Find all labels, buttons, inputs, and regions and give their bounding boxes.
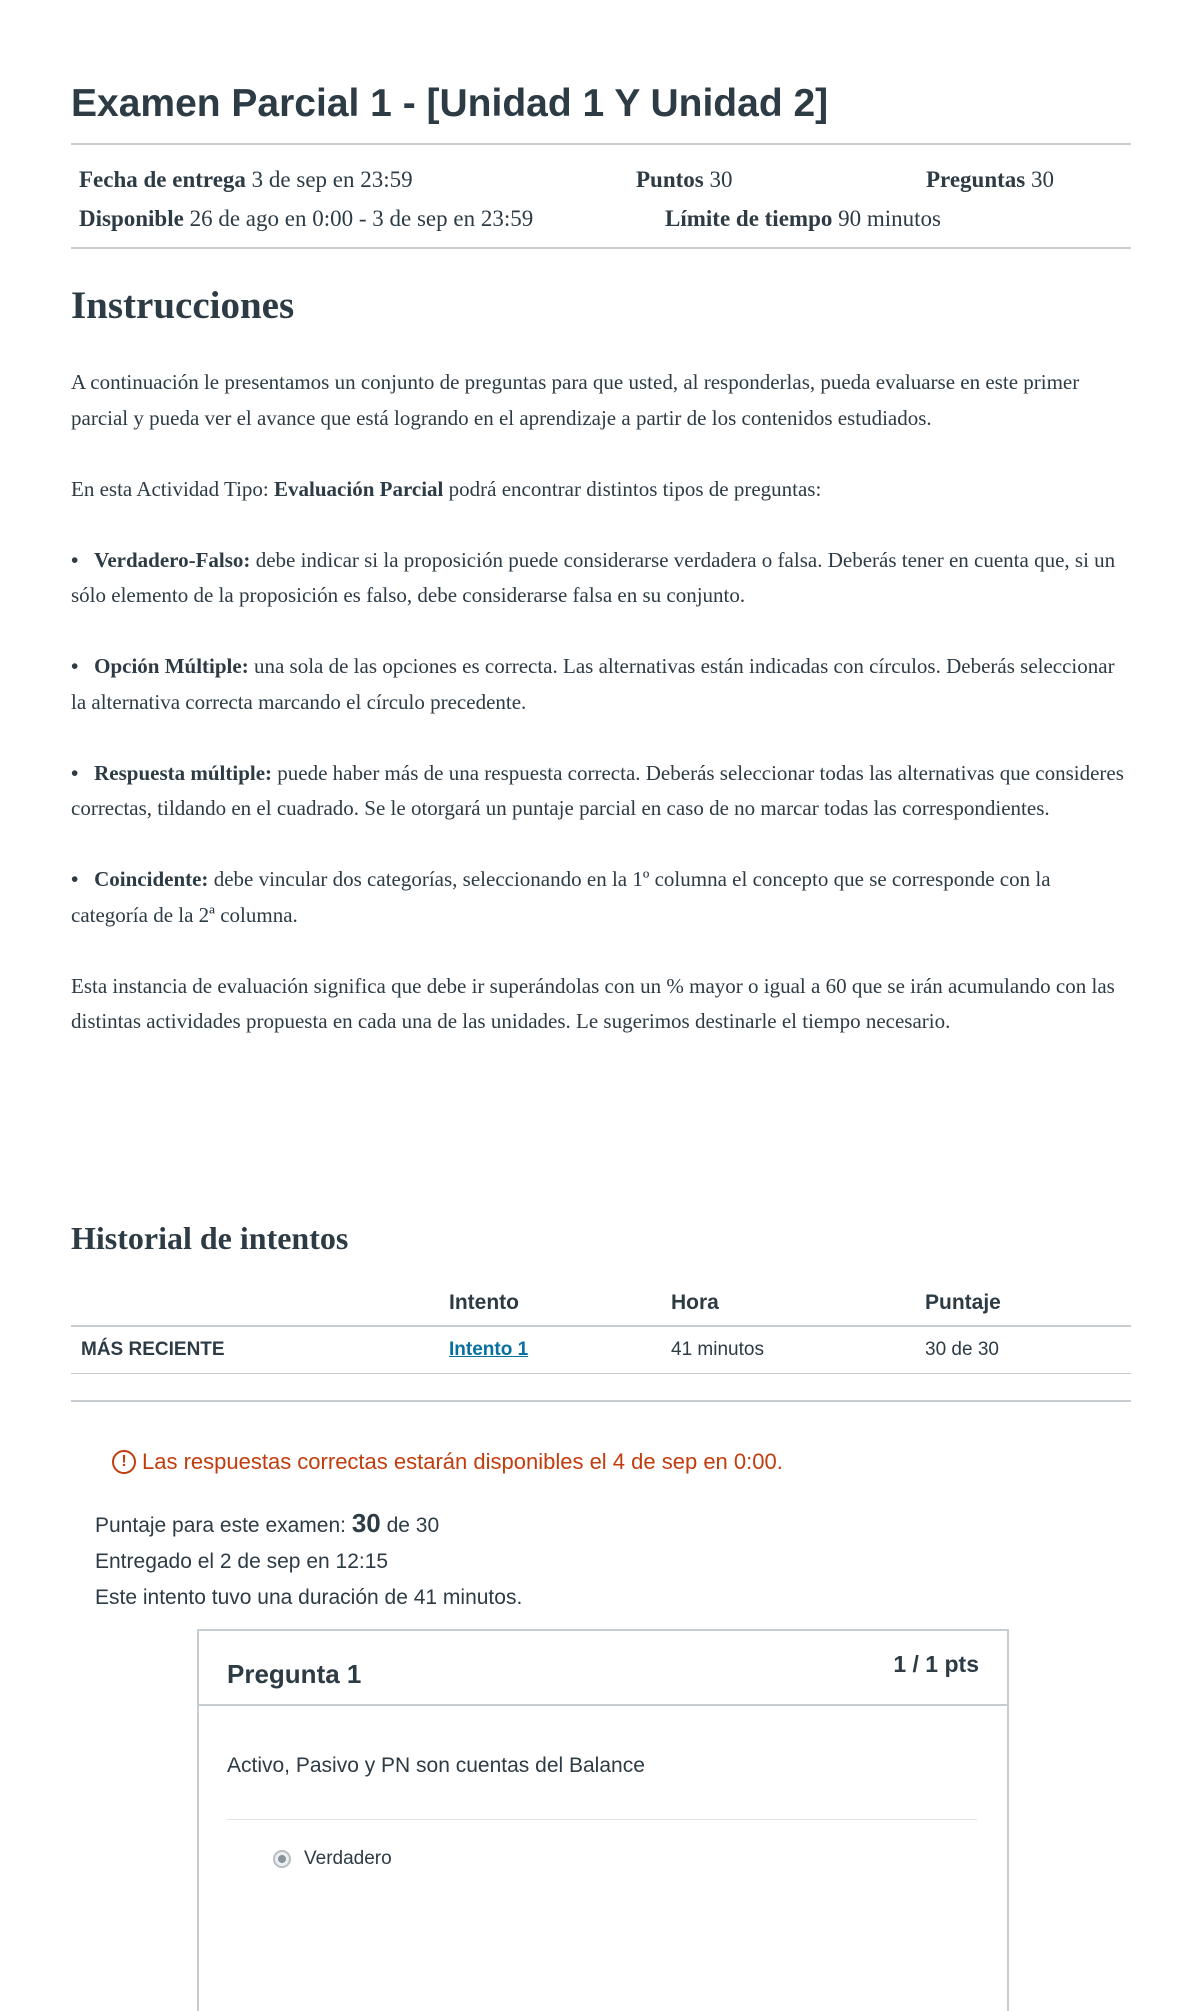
question-title: Pregunta 1 bbox=[227, 1659, 362, 1689]
question-divider bbox=[227, 1819, 977, 1820]
question-text: Activo, Pasivo y PN son cuentas del Balance bbox=[227, 1754, 645, 1777]
submitted-line: Entregado el 2 de sep en 12:15 bbox=[95, 1550, 389, 1573]
quiz-meta bbox=[79, 160, 1131, 238]
most-recent-label: MÁS RECIENTE bbox=[71, 1326, 439, 1374]
instructions-closing: Esta instancia de evaluación significa que debe ir superándolas con un % mayor o igual a 60 que se irán acumulando con las distintas actividades propuesta en cada una de las unidades. Le sugerimos destinarle el tiempo necesario. bbox=[71, 973, 1115, 1033]
bullet-matching: • Coincidente: debe vincular dos categorías, seleccionando en la 1º columna el concepto que se corresponde con la categoría de la 2ª columna. bbox=[71, 867, 1051, 927]
duration-line: Este intento tuvo una duración de 41 minutos. bbox=[95, 1586, 523, 1609]
instructions-type: En esta Actividad Tipo: Evaluación Parcial podrá encontrar distintos tipos de preguntas: bbox=[71, 476, 822, 501]
instructions-heading: Instrucciones bbox=[71, 284, 295, 327]
table-row bbox=[71, 1326, 1131, 1374]
warning-icon: ! bbox=[112, 1450, 136, 1474]
due-date: Fecha de entrega 3 de sep en 23:59 bbox=[79, 167, 413, 192]
points: Puntos 30 bbox=[636, 167, 733, 192]
attempt-cell bbox=[439, 1326, 661, 1374]
answer-label: Verdadero bbox=[304, 1848, 392, 1869]
time-cell: 41 minutos bbox=[661, 1326, 915, 1374]
meta-divider bbox=[71, 247, 1131, 249]
instructions-intro: A continuación le presentamos un conjunto de preguntas para que usted, al responderlas, pueda evaluarse en este primer parcial y pueda ver el avance que está logrando en el aprendizaje a partir de los contenidos estudiados. bbox=[71, 370, 1080, 430]
history-heading: Historial de intentos bbox=[71, 1220, 349, 1256]
title-divider bbox=[71, 143, 1131, 145]
answers-notice bbox=[112, 1449, 783, 1475]
bullet-multiple-answer: • Respuesta múltiple: puede haber más de una respuesta correcta. Deberás seleccionar todas las alternativas que consideres correctas, tildando en el cuadrado. Se le otorgará un puntaje parcial en caso de no marcar todas las correspondientes. bbox=[71, 760, 1124, 820]
answer-option bbox=[273, 1848, 392, 1870]
bullet-multiple-choice: • Opción Múltiple: una sola de las opciones es correcta. Las alternativas están indicadas con círculos. Deberás seleccionar la alternativa correcta marcando el círculo precedente. bbox=[71, 654, 1115, 714]
notice-text: Las respuestas correctas estarán disponibles el 4 de sep en 0:00. bbox=[142, 1449, 783, 1474]
bullet-true-false: • Verdadero-Falso: debe indicar si la proposición puede considerarse verdadera o falsa. Deberás tener en cuenta que, si un sólo elemento de la proposición es falso, debe considerarse falsa en su conjunto. bbox=[71, 547, 1116, 607]
question-points: 1 / 1 pts bbox=[893, 1651, 979, 1677]
score-line: Puntaje para este examen: 30 de 30 bbox=[95, 1508, 440, 1538]
table-header-row bbox=[71, 1281, 1131, 1326]
history-divider bbox=[71, 1400, 1131, 1402]
question-card bbox=[197, 1629, 1009, 2011]
score-cell: 30 de 30 bbox=[915, 1326, 1131, 1374]
question-count: Preguntas 30 bbox=[926, 167, 1054, 192]
availability: Disponible 26 de ago en 0:00 - 3 de sep en 23:59 bbox=[79, 206, 534, 231]
column-header bbox=[71, 1281, 439, 1326]
question-header bbox=[199, 1631, 1007, 1706]
time-limit: Límite de tiempo 90 minutos bbox=[665, 206, 941, 231]
radio-selected-icon[interactable] bbox=[273, 1850, 291, 1868]
attempt-summary bbox=[95, 1505, 522, 1616]
column-header-time: Hora bbox=[661, 1281, 915, 1326]
instructions-body bbox=[71, 365, 1131, 1075]
attempt-history-table bbox=[71, 1281, 1131, 1374]
column-header-score: Puntaje bbox=[915, 1281, 1131, 1326]
column-header-attempt: Intento bbox=[439, 1281, 661, 1326]
quiz-title: Examen Parcial 1 - [Unidad 1 Y Unidad 2] bbox=[71, 82, 829, 125]
attempt-link[interactable]: Intento 1 bbox=[449, 1339, 529, 1360]
